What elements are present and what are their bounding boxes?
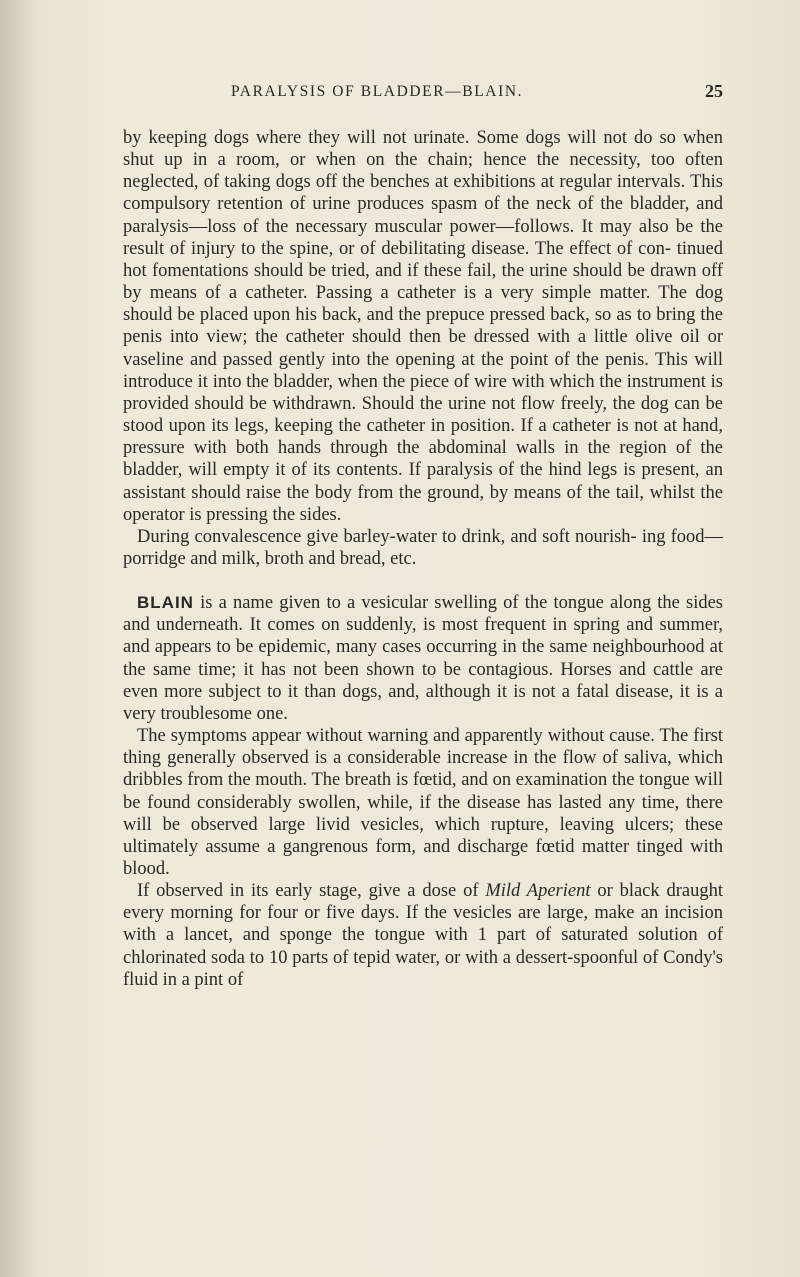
- paragraph-blain-definition: [123, 592, 723, 725]
- running-head: PARALYSIS OF BLADDER—BLAIN.: [231, 83, 524, 100]
- page-gutter-shadow: [0, 0, 38, 1277]
- treatment-text-b: or black draught every morning for four or five days. If the vesicles are large, make an incision with a lancet, and sponge the tongue with 1 part of saturated solution of chlorinated soda to 10 parts of tepid water, or with a dessert-spoonful of Condy's fluid in a pint of: [123, 881, 723, 990]
- paragraph-convalescence: During convalescence give barley-water to drink, and soft nourish- ing food—porridge and milk, broth and bread, etc.: [123, 526, 723, 569]
- remedy-name: Mild Aperient: [485, 881, 591, 902]
- paragraph-paralysis-treatment: by keeping dogs where they will not urinate. Some dogs will not do so when shut up in a room, or when on the chain; hence the necessity, too often neglected, of taking dogs off the benches at exhibitions at regular intervals. This compulsory retention of urine produces spasm of the neck of the bladder, and paralysis—loss of the necessary muscular power—follows. It may also be the result of injury to the spine, or of debilitating disease. The effect of con- tinued hot fomentations should be tried, and if these fail, the urine should be drawn off by means of a catheter. Passing a catheter is a very simple matter. The dog should be placed upon his back, and the prepuce pressed back, so as to bring the penis into view; the catheter should then be dressed with a little olive oil or vaseline and passed gently into the opening at the point of the penis. This will introduce it into the bladder, when the piece of wire with which the instrument is provided should be withdrawn. Should the urine not flow freely, the dog can be stood upon its legs, keeping the catheter in position. If a catheter is not at hand, pressure with both hands through the abdominal walls in the region of the bladder, will empty it of its contents. If paralysis of the hind legs is present, an assistant should raise the body from the ground, by means of the tail, whilst the operator is pressing the sides.: [123, 128, 723, 525]
- blain-definition-text: is a name given to a vesicular swelling of the tongue along the sides and underneath. It comes on suddenly, is most frequent in spring and summer, and appears to be epidemic, many cases occurring in the same neighbourhood at the same time; it has not been shown to be contagious. Horses and cattle are even more subject to it than dogs, and, although it is not a fatal disease, it is a very troublesome one.: [123, 593, 723, 724]
- treatment-text-a: If observed in its early stage, give a dose of: [137, 881, 486, 902]
- page-header: [123, 83, 723, 109]
- body-text: [123, 127, 723, 991]
- paragraph-blain-symptoms: The symptoms appear without warning and apparently without cause. The first thing generally observed is a considerable increase in the flow of saliva, which dribbles from the mouth. The breath is fœtid, and on examination the tongue will be found considerably swollen, while, if the disease has lasted any time, there will be observed large livid vesicles, which rupture, leaving ulcers; these ultimately assume a gangrenous form, and discharge fœtid matter tinged with blood.: [123, 726, 723, 879]
- page-number: 25: [705, 81, 723, 101]
- paragraph-blain-treatment: [123, 880, 723, 991]
- entry-heading-blain: BLAIN: [137, 593, 194, 613]
